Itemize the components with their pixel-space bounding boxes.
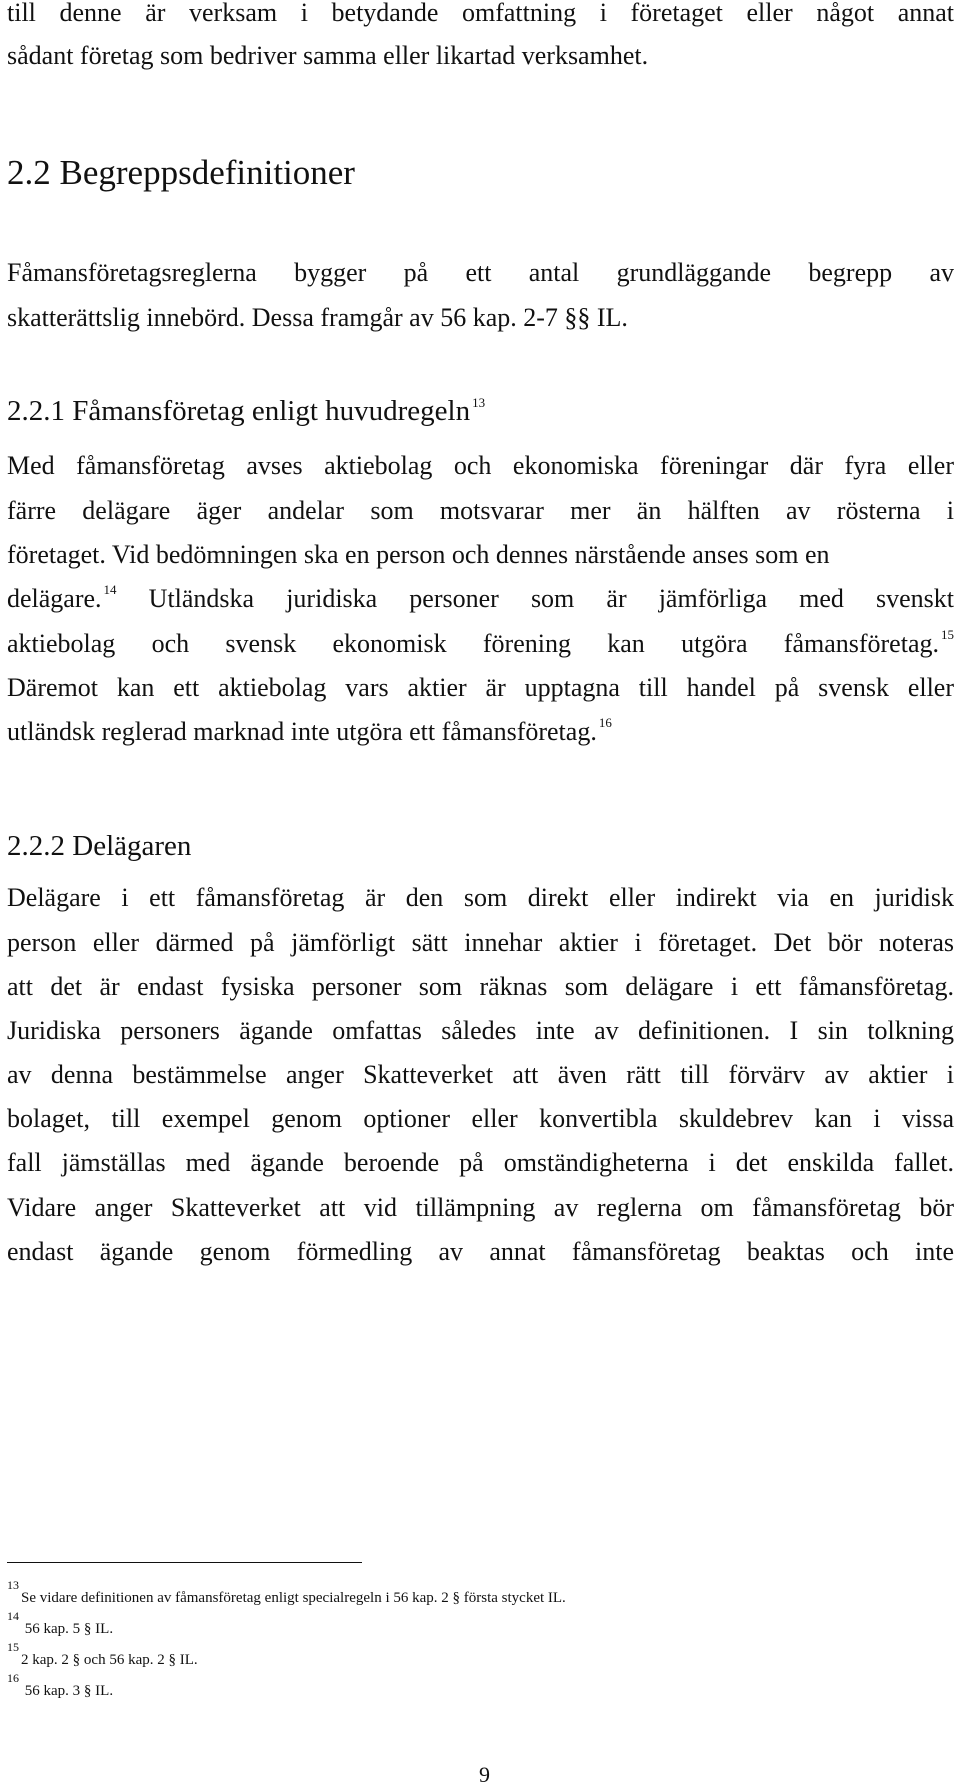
text-run: utländsk reglerad marknad inte utgöra ett fåmansföretag.	[7, 717, 597, 746]
footnote-text: 56 kap. 3 § IL.	[24, 1683, 114, 1699]
section-2-2-1-line-5	[7, 629, 954, 659]
footnote-number: 15	[7, 1640, 19, 1654]
section-2-2-2-line-3: att det är endast fysiska personer som räknas som delägare i ett fåmansföretag.	[7, 972, 954, 1001]
section-2-2-2-line-7: fall jämställas med ägande beroende på omständigheterna i det enskilda fallet.	[7, 1148, 954, 1177]
section-2-2-1-line-3: företaget. Vid bedömningen ska en person och dennes närstående anses som en	[7, 540, 830, 569]
section-2-2-2-line-2: person eller därmed på jämförligt sätt innehar aktier i företaget. Det bör noteras	[7, 928, 954, 957]
footnote-15	[7, 1638, 198, 1669]
footnote-number: 16	[7, 1671, 19, 1685]
footnote-13	[7, 1576, 566, 1607]
footnote-number: 13	[7, 1578, 19, 1592]
intro-line-1: till denne är verksam i betydande omfattning i företaget eller något annat	[7, 0, 954, 27]
footnote-text: Se vidare definitionen av fåmansföretag enligt specialregeln i 56 kap. 2 § första stycket IL.	[21, 1590, 566, 1606]
section-2-2-1-line-7	[7, 717, 612, 747]
section-2-2-2-line-5: av denna bestämmelse anger Skatteverket att även rätt till förvärv av aktier i	[7, 1060, 954, 1089]
section-2-2-2-line-6: bolaget, till exempel genom optioner eller konvertibla skuldebrev kan i vissa	[7, 1104, 954, 1133]
section-2-2-line-2: skatterättslig innebörd. Dessa framgår av 56 kap. 2-7 §§ IL.	[7, 303, 628, 332]
footnote-separator	[7, 1562, 362, 1563]
footnote-text: 56 kap. 5 § IL.	[24, 1621, 114, 1637]
section-2-2-2-line-1: Delägare i ett fåmansföretag är den som direkt eller indirekt via en juridisk	[7, 883, 954, 912]
text-run: Utländska juridiska personer som är jämförliga med svenskt	[148, 584, 954, 613]
document-page	[7, 0, 960, 1791]
section-heading-2-2: 2.2 Begreppsdefinitioner	[7, 153, 355, 192]
section-2-2-1-line-4	[7, 584, 954, 614]
text-run: aktiebolag och svensk ekonomisk förening kan utgöra fåmansföretag.	[7, 629, 939, 658]
footnote-ref-15[interactable]: 15	[941, 627, 954, 642]
footnote-ref-13[interactable]: 13	[472, 395, 486, 410]
footnote-14	[7, 1607, 113, 1638]
footnote-text: 2 kap. 2 § och 56 kap. 2 § IL.	[21, 1652, 198, 1668]
text-run: delägare.	[7, 584, 102, 613]
section-2-2-2-line-8: Vidare anger Skatteverket att vid tillämpning av reglerna om fåmansföretag bör	[7, 1193, 954, 1222]
heading-text: 2.2.1 Fåmansföretag enligt huvudregeln	[7, 395, 471, 427]
section-2-2-2-line-9: endast ägande genom förmedling av annat fåmansföretag beaktas och inte	[7, 1237, 954, 1266]
footnote-16	[7, 1669, 113, 1700]
footnote-ref-14[interactable]: 14	[103, 582, 117, 597]
section-2-2-1-line-1: Med fåmansföretag avses aktiebolag och ekonomiska föreningar där fyra eller	[7, 451, 954, 480]
section-2-2-2-line-4: Juridiska personers ägande omfattas således inte av definitionen. I sin tolkning	[7, 1016, 954, 1045]
section-heading-2-2-2: 2.2.2 Delägaren	[7, 830, 192, 862]
section-2-2-1-line-2: färre delägare äger andelar som motsvarar mer än hälften av rösterna i	[7, 496, 954, 525]
page-number: 9	[479, 1762, 490, 1787]
intro-line-2: sådant företag som bedriver samma eller likartad verksamhet.	[7, 41, 649, 70]
section-2-2-1-line-6: Däremot kan ett aktiebolag vars aktier är upptagna till handel på svensk eller	[7, 673, 954, 702]
footnote-number: 14	[7, 1609, 19, 1623]
footnote-ref-16[interactable]: 16	[598, 715, 612, 730]
section-heading-2-2-1	[7, 394, 485, 428]
section-2-2-line-1: Fåmansföretagsreglerna bygger på ett antal grundläggande begrepp av	[7, 258, 954, 287]
